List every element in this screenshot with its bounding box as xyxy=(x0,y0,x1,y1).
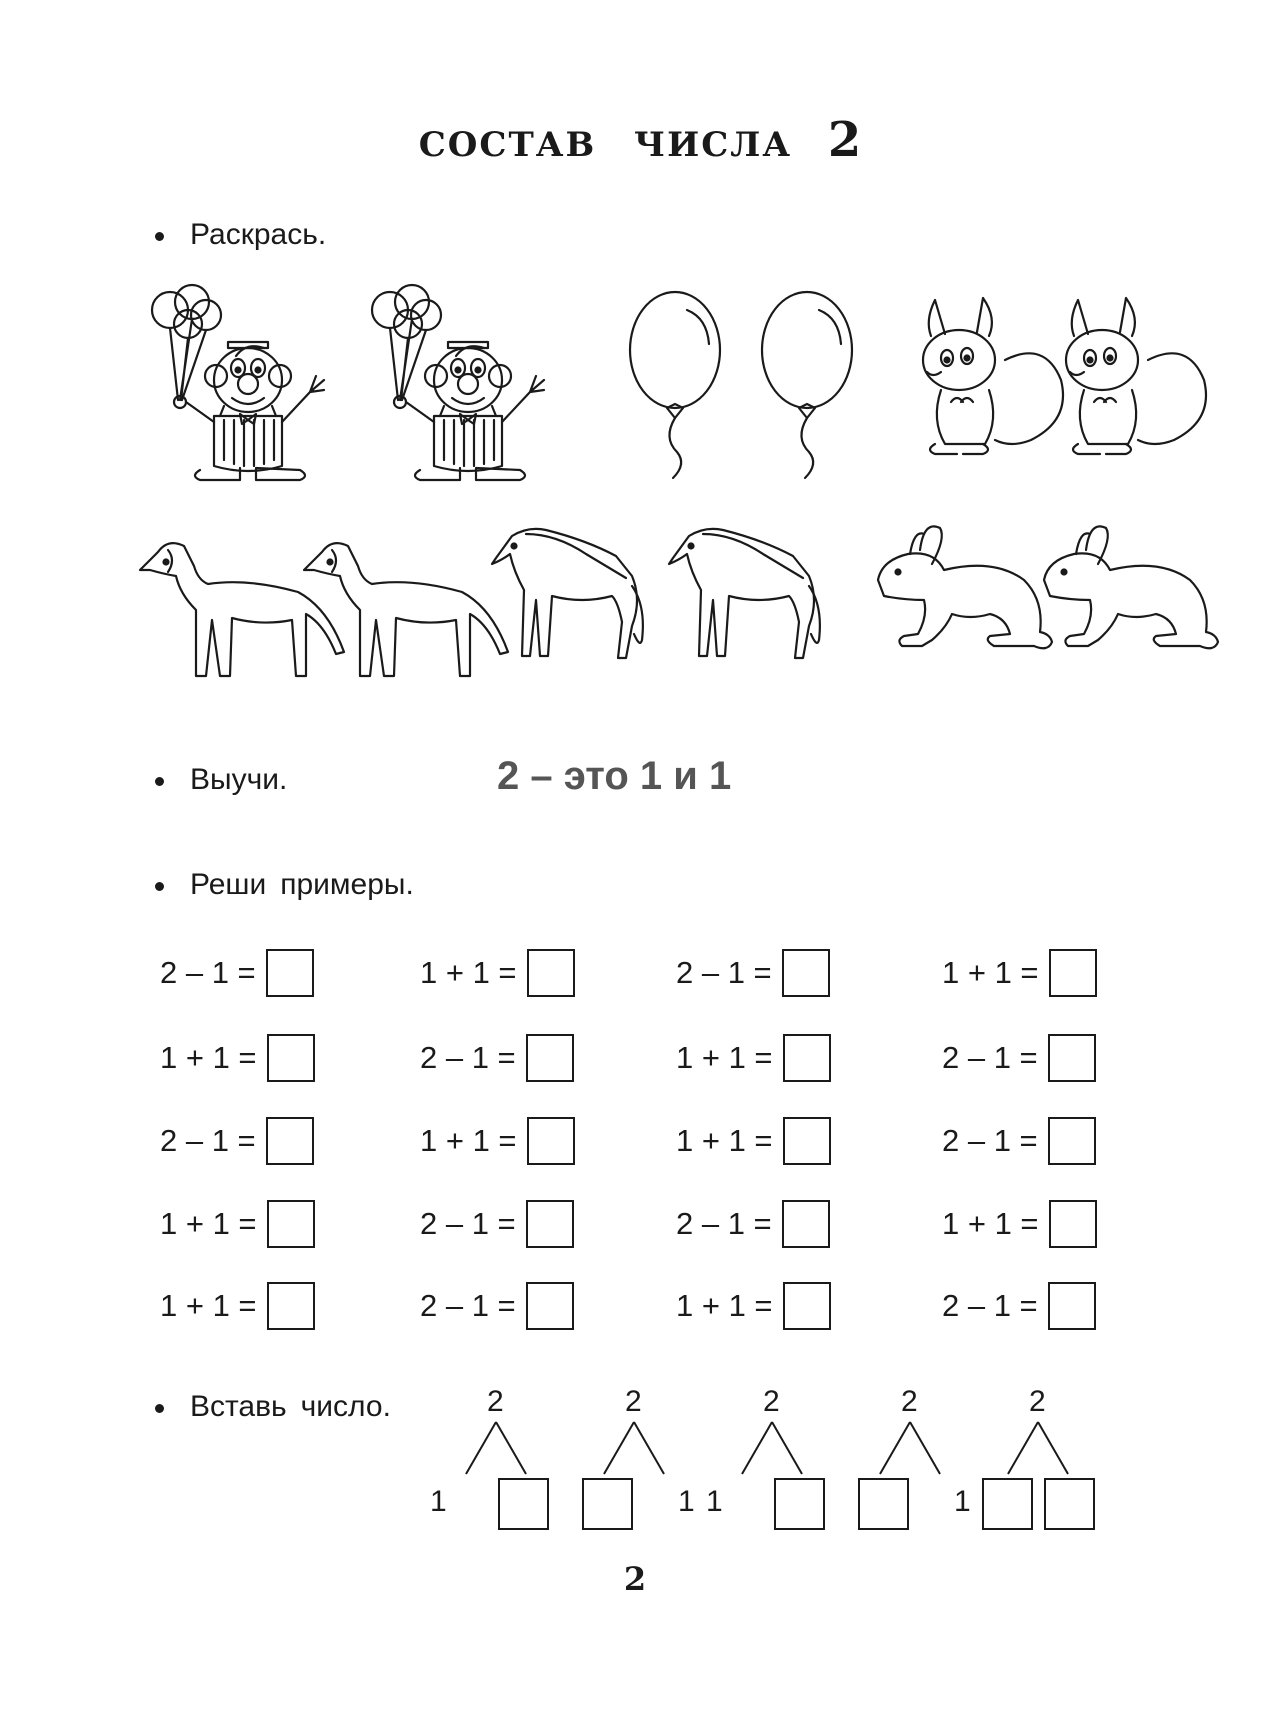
tree-answer-box[interactable] xyxy=(982,1478,1033,1530)
tree-right-number: 1 xyxy=(954,1485,971,1518)
example-expression: 2 – 1 = xyxy=(420,1206,516,1241)
task-solve-label-1: Реши xyxy=(190,868,267,901)
tree-branch-line xyxy=(604,1422,634,1474)
task-insert-label-2: число. xyxy=(300,1390,391,1423)
learn-fact: 2 – это 1 и 1 xyxy=(497,754,732,798)
tree-branch-line xyxy=(772,1422,802,1474)
tree-answer-box[interactable] xyxy=(858,1478,909,1530)
example-expression: 1 + 1 = xyxy=(676,1123,773,1158)
example-expression: 1 + 1 = xyxy=(160,1288,257,1323)
task-color-label: Раскрась. xyxy=(190,218,327,251)
example-expression: 1 + 1 = xyxy=(160,1206,257,1241)
title-word-1: СОСТАВ xyxy=(418,125,597,165)
tree-top-number: 2 xyxy=(901,1385,918,1418)
example-expression: 2 – 1 = xyxy=(942,1288,1038,1323)
example-expression: 2 – 1 = xyxy=(420,1288,516,1323)
tree-branch-line xyxy=(466,1422,496,1474)
example-expression: 1 + 1 = xyxy=(420,1123,517,1158)
tree-top-number: 2 xyxy=(625,1385,642,1418)
tree-top-number: 2 xyxy=(1029,1385,1046,1418)
tree-left-number: 1 xyxy=(706,1485,723,1518)
title-word-2: ЧИСЛА xyxy=(634,125,793,165)
example-expression: 2 – 1 = xyxy=(160,1123,256,1158)
task-solve-label-2: примеры. xyxy=(280,868,414,901)
example-expression: 2 – 1 = xyxy=(942,1040,1038,1075)
example-expression: 1 + 1 = xyxy=(676,1288,773,1323)
title-number: 2 xyxy=(827,112,864,168)
tree-answer-box[interactable] xyxy=(1044,1478,1095,1530)
task-insert-label-1: Вставь xyxy=(190,1390,287,1423)
example-expression: 2 – 1 = xyxy=(676,955,772,990)
tree-answer-box[interactable] xyxy=(774,1478,825,1530)
example-expression: 1 + 1 = xyxy=(420,955,517,990)
tree-branch-line xyxy=(742,1422,772,1474)
tree-branch-line xyxy=(880,1422,910,1474)
example-expression: 2 – 1 = xyxy=(942,1123,1038,1158)
page-number: 2 xyxy=(623,1560,647,1598)
tree-branch-line xyxy=(496,1422,526,1474)
tree-top-number: 2 xyxy=(487,1385,504,1418)
example-expression: 1 + 1 = xyxy=(942,1206,1039,1241)
tree-branch-line xyxy=(634,1422,664,1474)
tree-left-number: 1 xyxy=(430,1485,447,1518)
tree-top-number: 2 xyxy=(763,1385,780,1418)
tree-branch-line xyxy=(910,1422,940,1474)
tree-branch-line xyxy=(1008,1422,1038,1474)
example-expression: 1 + 1 = xyxy=(676,1040,773,1075)
task-learn-label: Выучи. xyxy=(190,763,288,796)
example-expression: 2 – 1 = xyxy=(420,1040,516,1075)
example-expression: 1 + 1 = xyxy=(160,1040,257,1075)
example-expression: 2 – 1 = xyxy=(160,955,256,990)
tree-answer-box[interactable] xyxy=(582,1478,633,1530)
tree-branch-line xyxy=(1038,1422,1068,1474)
tree-right-number: 1 xyxy=(678,1485,695,1518)
example-expression: 1 + 1 = xyxy=(942,955,1039,990)
tree-answer-box[interactable] xyxy=(498,1478,549,1530)
example-expression: 2 – 1 = xyxy=(676,1206,772,1241)
